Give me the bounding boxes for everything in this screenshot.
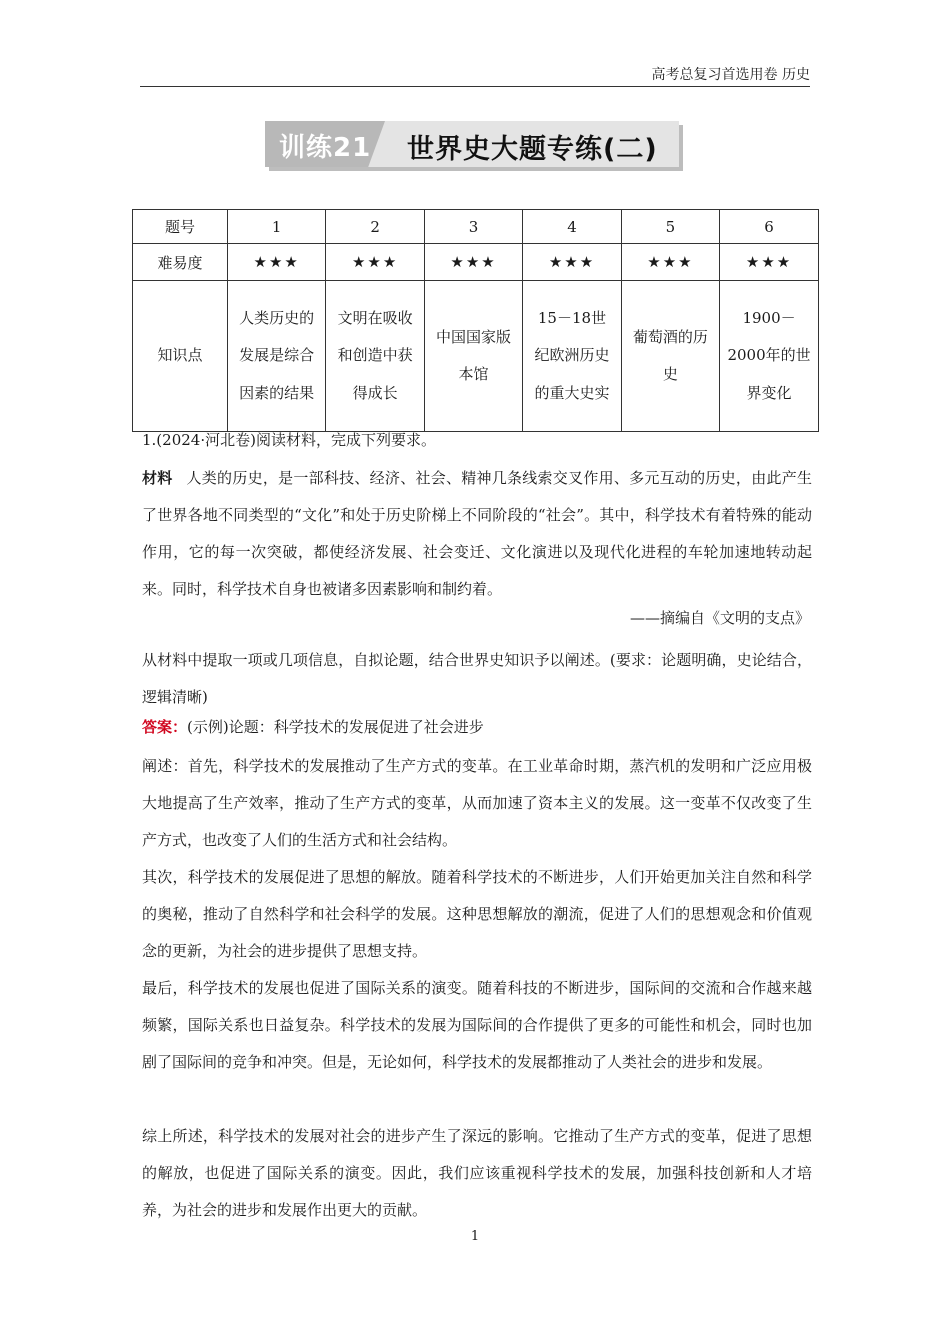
cell-num-3: 3 [424, 210, 522, 244]
page-title: 世界史大题专练(二) [407, 134, 658, 165]
question-requirement: 从材料中提取一项或几项信息，自拟论题，结合世界史知识予以阐述。(要求：论题明确，史论结合，逻辑清晰) [142, 651, 812, 706]
knowledge-cell-2 [326, 281, 424, 432]
knowledge-cell-5 [621, 281, 719, 432]
table-row-difficulty [133, 244, 819, 281]
answer-thesis-line [142, 716, 484, 737]
cell-num-5: 5 [621, 210, 719, 244]
difficulty-stars: ★★★ [227, 244, 325, 281]
difficulty-stars: ★★★ [720, 244, 819, 281]
material-source: ——摘编自《文明的支点》 [629, 609, 810, 627]
row-label-difficulty: 难易度 [133, 244, 228, 281]
cell-num-2: 2 [326, 210, 424, 244]
knowledge-text: 葡萄酒的历史 [632, 327, 708, 383]
answer-paragraph-3: 最后，科学技术的发展也促进了国际关系的演变。随着科技的不断进步，国际间的交流和合作越来越频繁，国际关系也日益复杂。科学技术的发展为国际间的合作提供了更多的可能性和机会，同时也加剧了国际间的竞争和冲突。但是，无论如何，科学技术的发展都推动了人类社会的进步和发展。 [142, 979, 812, 1071]
answer-paragraph-4: 综上所述，科学技术的发展对社会的进步产生了深远的影响。它推动了生产方式的变革，促进了思想的解放，也促进了国际关系的演变。因此，我们应该重视科学技术的发展，加强科技创新和人才培养，为社会的进步和发展作出更大的贡献。 [142, 1127, 812, 1219]
row-label-knowledge: 知识点 [133, 281, 228, 432]
overview-table [132, 209, 819, 432]
answer-paragraph-1: 阐述：首先，科学技术的发展推动了生产方式的变革。在工业革命时期，蒸汽机的发明和广泛应用极大地提高了生产效率，推动了生产方式的变革，从而加速了资本主义的发展。这一变革不仅改变了生产方式，也改变了人们的生活方式和社会结构。 [142, 757, 812, 849]
cell-num-6: 6 [720, 210, 819, 244]
cell-num-4: 4 [523, 210, 621, 244]
header-rule [140, 86, 810, 87]
knowledge-text: 文明在吸收和创造中获得成长 [337, 308, 413, 402]
running-header: 高考总复习首选用卷 历史 [651, 67, 810, 83]
answer-label: 答案： [142, 718, 188, 736]
title-banner [265, 121, 685, 173]
table-row-knowledge [133, 281, 819, 432]
material-block [142, 460, 812, 608]
material-label: 材料 [142, 469, 173, 487]
difficulty-stars: ★★★ [523, 244, 621, 281]
difficulty-stars: ★★★ [621, 244, 719, 281]
answer-thesis: (示例)论题：科学技术的发展促进了社会进步 [187, 718, 484, 736]
cell-num-1: 1 [227, 210, 325, 244]
difficulty-stars: ★★★ [424, 244, 522, 281]
table-row-number [133, 210, 819, 244]
banner-tag: 训练21 [279, 133, 372, 163]
knowledge-cell-3 [424, 281, 522, 432]
page-number: 1 [470, 1229, 480, 1244]
answer-paragraph-2: 其次，科学技术的发展促进了思想的解放。随着科学技术的不断进步，人们开始更加关注自然和科学的奥秘，推动了自然科学和社会科学的发展。这种思想解放的潮流，促进了人们的思想观念和价值观念的更新，为社会的进步提供了思想支持。 [142, 868, 812, 960]
knowledge-cell-4 [523, 281, 621, 432]
knowledge-cell-1 [227, 281, 325, 432]
knowledge-cell-6 [720, 281, 819, 432]
knowledge-text: 人类历史的发展是综合因素的结果 [239, 308, 315, 402]
material-text: 人类的历史，是一部科技、经济、社会、精神几条线索交叉作用、多元互动的历史，由此产生了世界各地不同类型的“文化”和处于历史阶梯上不同阶段的“社会”。其中，科学技术有着特殊的能动作用，它的每一次突破，都使经济发展、社会变迁、文化演进以及现代化进程的车轮加速地转动起来。同时，科学技术自身也被诸多因素影响和制约着。 [142, 469, 812, 598]
knowledge-text: 15－18世纪欧洲历史的重大史实 [534, 308, 610, 402]
question-stem: 1.(2024·河北卷)阅读材料，完成下列要求。 [142, 431, 436, 449]
difficulty-stars: ★★★ [326, 244, 424, 281]
knowledge-text: 中国国家版本馆 [436, 327, 512, 383]
row-label-number: 题号 [133, 210, 228, 244]
knowledge-text: 1900－2000年的世界变化 [727, 308, 811, 402]
